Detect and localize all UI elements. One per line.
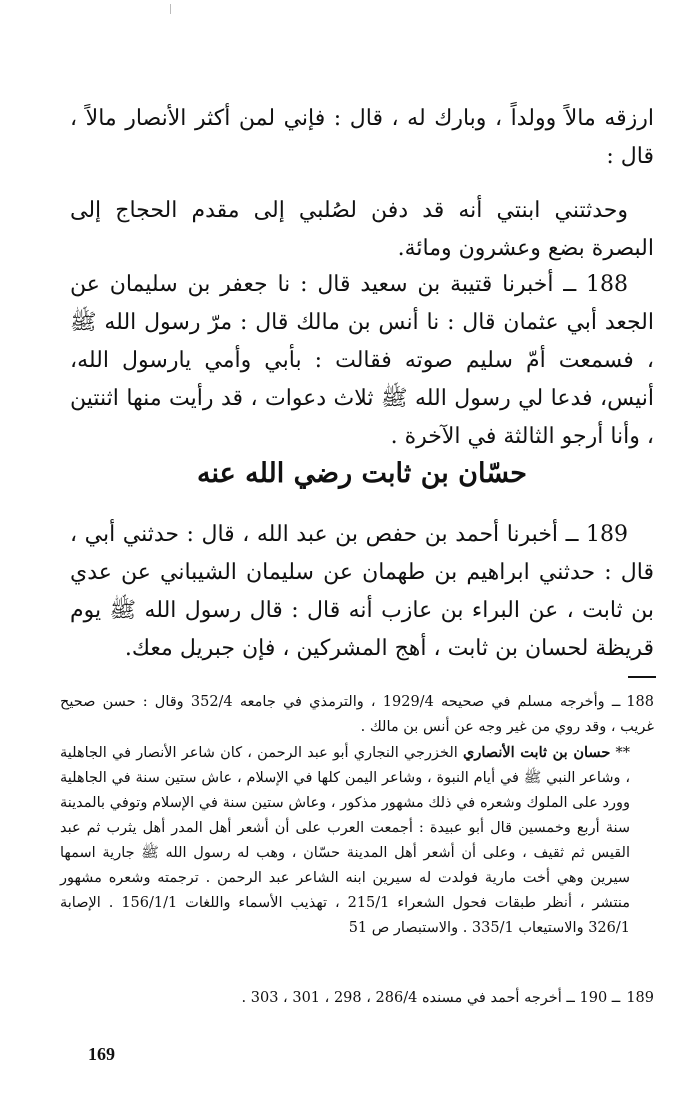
paragraph-continuation: ارزقه مالاً وولداً ، وبارك له ، قال : فإني لمن أكثر الأنصار مالاً ، قال : <box>70 106 654 169</box>
section-heading: حسّان بن ثابت رضي الله عنه <box>196 458 527 489</box>
footnote-189 <box>60 986 654 1011</box>
hadith-189: 189 ــ أخبرنا أحمد بن حفص بن عبد الله ، قال : حدثني أبي ، قال : حدثني ابراهيم بن طهمان عن سليمان الشيباني عن عدي بن ثابت ، عن البراء بن عازب أنه قال : قال رسول الله ﷺ يوم قريظة لحسان بن ثابت ، أهج المشركين ، فإن جبريل معك. <box>70 522 654 661</box>
hadith-188: 188 ــ أخبرنا قتيبة بن سعيد قال : نا جعفر بن سليمان عن الجعد أبي عثمان قال : نا أنس بن مالك قال : مرّ رسول الله ﷺ ، فسمعت أمّ سليم صوته فقالت : بأبي وأمي يارسول الله، أنيس، فدعا لي رسول الله ﷺ ثلاث دعوات ، قد رأيت منها اثنتين ، وأنا أرجو الثالثة في الآخرة . <box>70 272 654 449</box>
footnote-188-text: ــ وأخرجه مسلم في صحيحه 1929/4 ، والترمذي في جامعه 352/4 وقال : حسن صحيح غريب ، وقد روي من غير وجه عن أنس بن مالك . <box>60 694 654 735</box>
biography-name: حسان بن ثابت الأنصاري <box>462 744 611 761</box>
footnote-188-number: 188 <box>626 694 654 710</box>
paragraph-daughter-report: وحدثتني ابنتي أنه قد دفن لصُلبي إلى مقدم الحجاج إلى البصرة بضع وعشرون ومائة. <box>70 198 654 261</box>
footnote-188 <box>60 690 654 740</box>
biography-mark: ** <box>615 745 631 761</box>
footnote-189-number: 189 <box>626 990 654 1006</box>
scan-mark <box>170 4 171 14</box>
biography-text: الخزرجي النجاري أبو عبد الرحمن ، كان شاعر الأنصار في الجاهلية ، وشاعر النبي ﷺ في أيام النبوة ، وشاعر اليمن كلها في الإسلام ، عاش ستين سنة في الجاهلية وورد على الملوك وشعره في ذلك مشهور مذكور ، وعاش ستين سنة في الإسلام وتوفي بالمدينة سنة أربع وخمسين قال أبو عبيدة : أجمعت العرب على أن أشعر أهل المدر أهل يثرب ثم عبد القيس ثم ثقيف ، وعلى أن أشعر أهل المدينة حسّان ، وهب له رسول الله ﷺ جارية اسمها سيرين وهي أخت مارية فولدت له سيرين ابنه الشاعر عبد الرحمن . ترجمته وشعره مشهور منتشر ، أنظر طبقات فحول الشعراء 215/1 ، تهذيب الأسماء واللغات 156/1/1 . الإصابة 326/1 والاستيعاب 335/1 . والاستبصار ص 51 <box>60 745 630 936</box>
page-number: 169 <box>88 1044 115 1064</box>
footnote-biography <box>60 740 654 941</box>
footnote-separator <box>628 676 656 678</box>
footnote-189-text: ــ 190 ــ أخرجه أحمد في مسنده 286/4 ، 298 ، 301 ، 303 . <box>241 990 621 1006</box>
